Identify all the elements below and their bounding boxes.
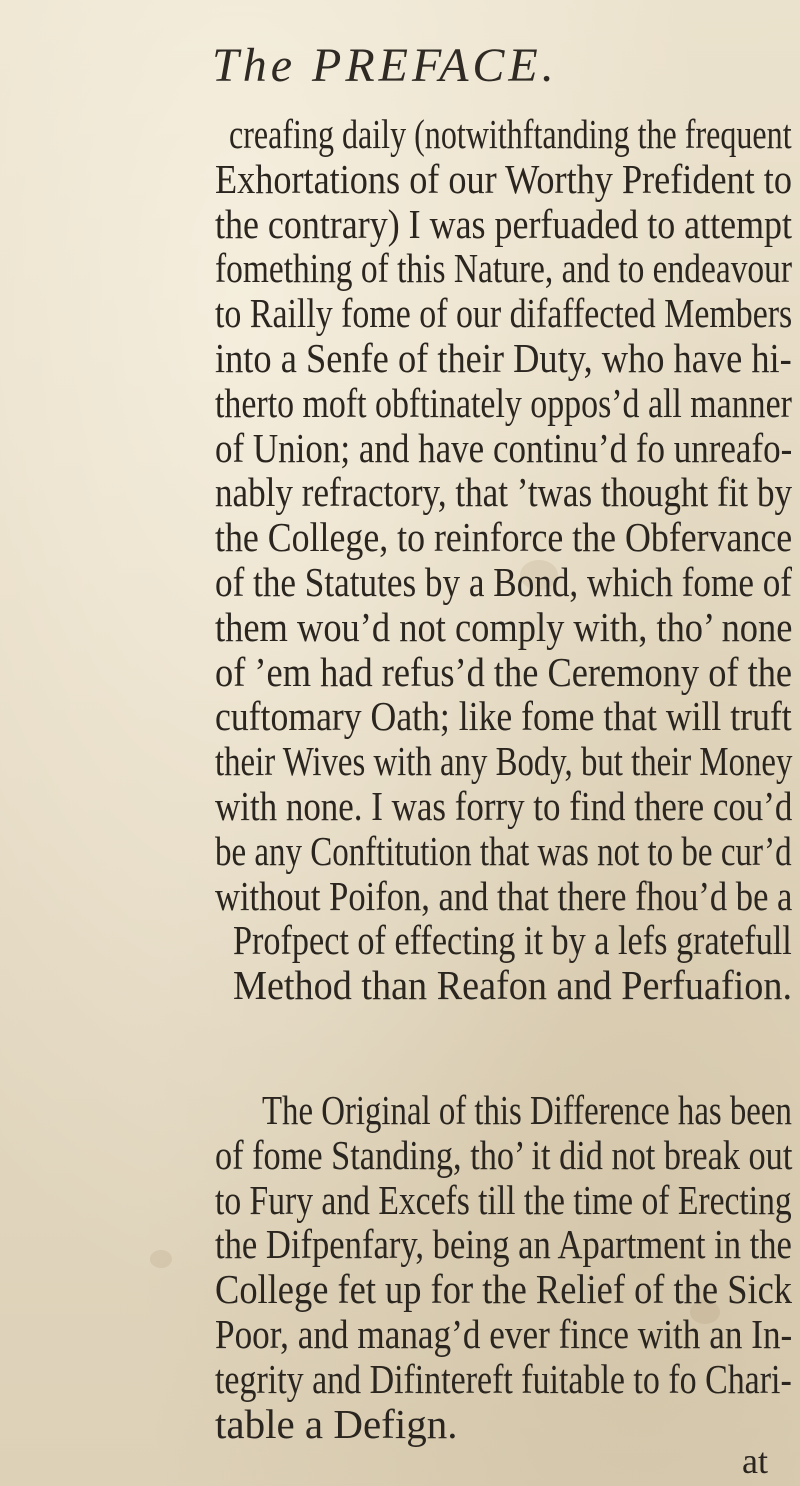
text-line: of ’em had refus’d the Ceremony of the bbox=[215, 648, 793, 695]
text-line: creafing daily (notwithftanding the frequent bbox=[229, 111, 792, 157]
text-line: tegrity and Difintereft fuitable to fo Chari- bbox=[215, 1355, 792, 1402]
text-line: them wou’d not comply with, tho’ none bbox=[215, 603, 793, 650]
text-line: cuftomary Oath; like fome that will truft bbox=[215, 693, 792, 740]
text-line: their Wives with any Body, but their Money bbox=[215, 738, 793, 785]
foxing-spot bbox=[150, 1250, 172, 1268]
text-line: with none. I was forry to find there cou’d bbox=[215, 783, 793, 829]
text-line: the Difpenfary, being an Apartment in the bbox=[215, 1221, 792, 1268]
text-line: therto moft obftinately oppos’d all manner bbox=[215, 379, 792, 426]
text-line: to Railly fome of our difaffected Members bbox=[215, 290, 793, 337]
text-line: Method than Reafon and Perfuafion. bbox=[233, 962, 793, 1009]
text-line: The Original of this Difference has been bbox=[262, 1087, 792, 1133]
text-line: of Union; and have continu’d fo unreafo- bbox=[215, 424, 793, 471]
text-line: of fome Standing, tho’ it did not break out bbox=[215, 1131, 793, 1178]
text-line: be any Conftitution that was not to be cur’d bbox=[215, 827, 792, 874]
text-line: without Poifon, and that there fhou’d be a bbox=[215, 872, 793, 919]
text-line: of the Statutes by a Bond, which fome of bbox=[215, 559, 793, 605]
running-head: The PREFACE. bbox=[212, 39, 558, 92]
catchword: at bbox=[742, 1441, 768, 1482]
text-line: nably refractory, that ’twas thought fit by bbox=[215, 469, 793, 516]
text-line: the College, to reinforce the Obfervance bbox=[215, 514, 793, 561]
text-line: Poor, and manag’d ever fince with an In- bbox=[215, 1311, 793, 1357]
text-line: into a Senfe of their Duty, who have hi- bbox=[215, 335, 792, 381]
text-line: to Fury and Excefs till the time of Erecting bbox=[215, 1176, 792, 1223]
text-line: Profpect of effecting it by a lefs gratefull bbox=[233, 917, 792, 964]
text-line: table a Defign. bbox=[215, 1400, 458, 1447]
text-line: the contrary) I was perfuaded to attempt bbox=[215, 200, 793, 247]
text-line: College fet up for the Relief of the Sick bbox=[215, 1266, 793, 1313]
text-line: fomething of this Nature, and to endeavour bbox=[215, 245, 793, 292]
text-line: Exhortations of our Worthy Prefident to bbox=[215, 155, 792, 202]
